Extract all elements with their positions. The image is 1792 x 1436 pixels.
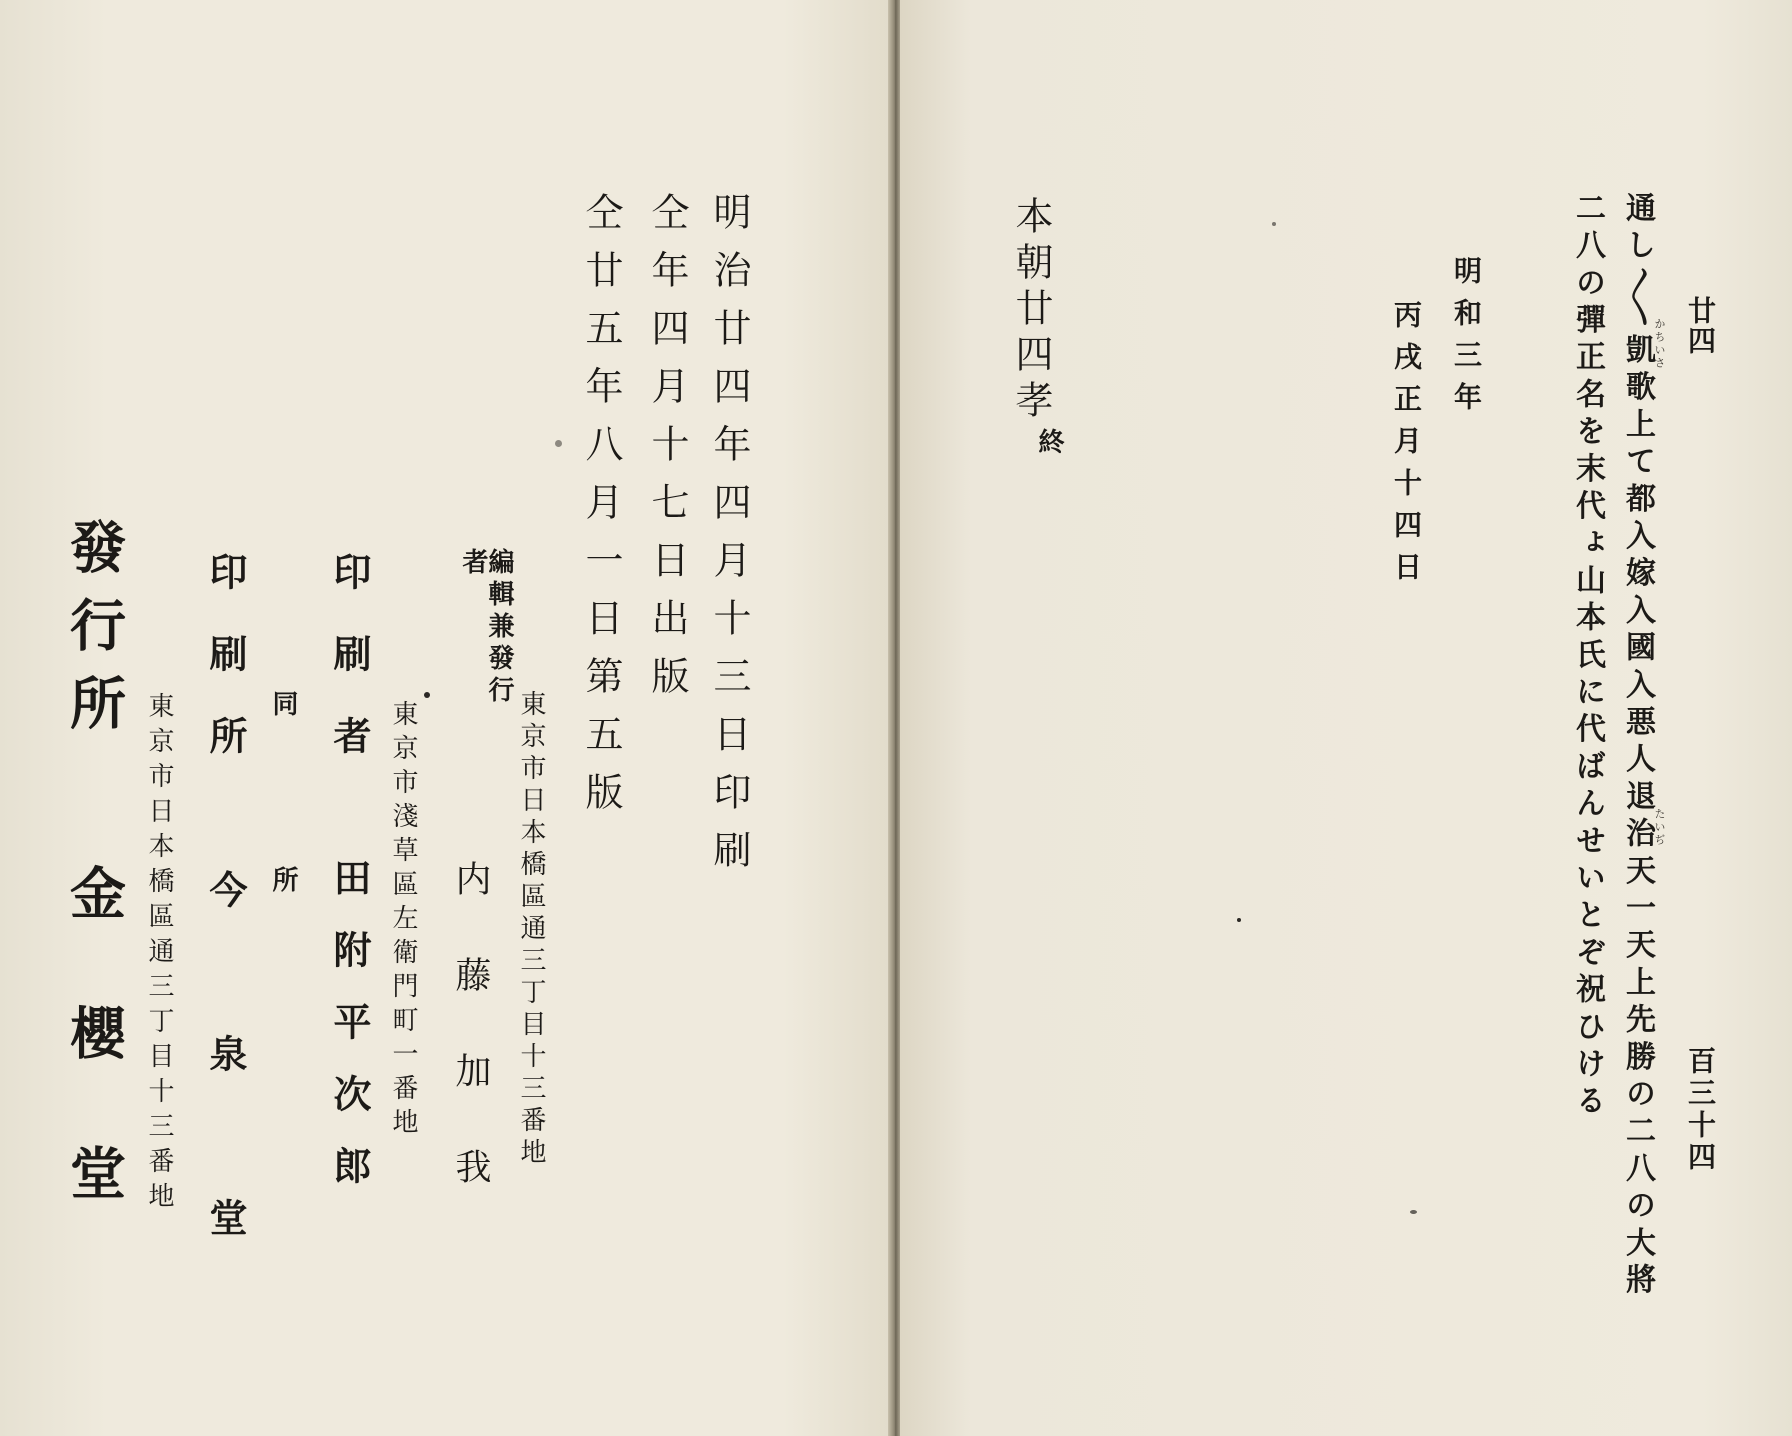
chapter-number: 廿四 bbox=[1684, 296, 1717, 356]
ink-speck bbox=[1237, 918, 1241, 922]
published-date-text: 仝年四月十七日出版 bbox=[645, 192, 689, 714]
printer-name: 田附平次郎 bbox=[327, 858, 372, 1218]
ink-speck bbox=[1272, 222, 1276, 226]
closing-title: 本朝廿四孝 bbox=[1009, 196, 1053, 426]
ruby-taiji: たいぢ bbox=[1653, 808, 1666, 847]
printer-role: 印刷者 bbox=[327, 552, 372, 798]
ink-speck bbox=[424, 692, 430, 698]
fifth-edition-date: 仝廿五年八月一日第五版 bbox=[579, 192, 623, 830]
story-page bbox=[900, 0, 1792, 1436]
closing-end-mark: 終 bbox=[1034, 428, 1064, 454]
printed-date: 明治廿四年四月十三日印刷 bbox=[707, 192, 751, 888]
press-role: 印刷所 bbox=[203, 552, 248, 798]
body-line-2: 二八の彈正名を末代ょ山本氏に代ばんせいとぞ祝ひける bbox=[1570, 192, 1605, 1122]
date-era: 明和三年 bbox=[1450, 256, 1483, 424]
ink-speck bbox=[1410, 1210, 1417, 1214]
press-same-place: 同所 bbox=[268, 690, 298, 1042]
published-date bbox=[645, 192, 689, 714]
publisher-name: 金櫻堂 bbox=[61, 864, 127, 1284]
date-day: 丙戌正月十四日 bbox=[1390, 300, 1423, 594]
editor-name: 内藤加我 bbox=[450, 860, 491, 1244]
printer-address: 東京市淺草區左衛門町一番地 bbox=[388, 700, 418, 1142]
press-name: 今泉堂 bbox=[203, 870, 248, 1362]
publisher-address: 東京市日本橋區通三丁目十三番地 bbox=[144, 692, 174, 1217]
publisher-role: 發行所 bbox=[61, 518, 127, 752]
ink-speck bbox=[555, 440, 562, 447]
editor-address: 東京市日本橋區通三丁目十三番地 bbox=[516, 690, 546, 1170]
ruby-gaika: かちいさ bbox=[1653, 318, 1666, 370]
page-number: 百三十四 bbox=[1684, 1046, 1717, 1174]
editor-role: 編輯兼發行者 bbox=[458, 548, 514, 708]
colophon-page bbox=[0, 0, 890, 1436]
body-line-1: 通し〳〵凱歌上て都入嫁入國入悪人退治天一天上先勝の二八の大將 bbox=[1620, 192, 1655, 1301]
